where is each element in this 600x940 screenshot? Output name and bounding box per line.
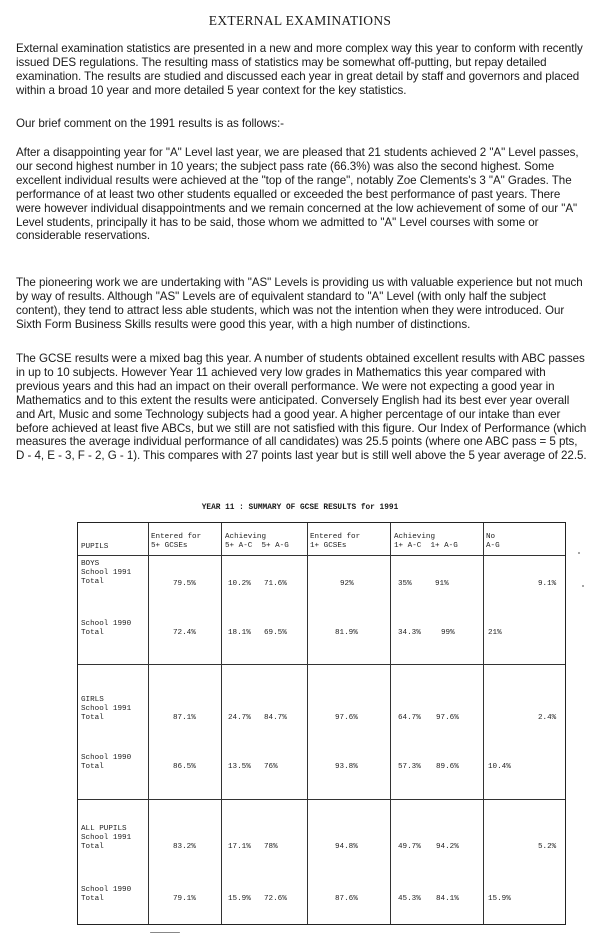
cell-entered1: 93.8% [335,763,358,771]
header-entered1-line2: 1+ GCSEs [310,542,347,550]
cell-entered5: 83.2% [173,843,196,851]
cell-no-ag: 5.2% [538,843,557,851]
column-divider [390,523,391,924]
row-label: School 1991 [81,705,132,713]
cell-ag1: 84.1% [436,895,459,903]
paragraph-intro: External examination statistics are presented in a new and more complex way this year to conform with recently issued DES regulations. The resulting mass of statistics may be somewhat off-putting, but repay detailed examination. The results are studied and discussed each year in great detail by staff and governors and placed within a broad 10 year and more detailed 5 year context for the key statistics. [16,42,583,97]
page-title: EXTERNAL EXAMINATIONS [208,13,392,28]
table-title: YEAR 11 : SUMMARY OF GCSE RESULTS for 1991 [201,504,399,512]
group-divider [78,799,565,800]
cell-no-ag: 9.1% [538,580,557,588]
header-achieving1-line1: Achieving [394,533,436,541]
row-label: School 1990 [81,886,132,894]
row-label: School 1990 [81,620,132,628]
paragraph-as-level: The pioneering work we are undertaking with "AS" Levels is providing us with valuable experience but not much by way of results. Although "AS" Levels are of equivalent standard to "A" Level (with only half the subject content), they tend to attract less able students, which was not the intention when they were introduced. Our Sixth Form Business Skills results were good this year, with a high number of distinctions. [16,276,583,331]
column-divider [148,523,149,924]
paragraph-brief-comment: Our brief comment on the 1991 results is as follows:- [16,117,284,130]
cell-entered5: 72.4% [173,629,196,637]
row-label: School 1991 [81,834,132,842]
header-achieving1-line2: 1+ A-C 1+ A-G [394,542,458,550]
column-divider [483,523,484,924]
row-total-label: Total [81,763,104,771]
cell-ag1: 99% [441,629,455,637]
cell-entered1: 87.6% [335,895,358,903]
row-total-label: Total [81,843,104,851]
cell-ag1: 97.6% [436,714,459,722]
cell-ac1: 57.3% [398,763,421,771]
cell-entered5: 79.1% [173,895,196,903]
cell-entered1: 92% [340,580,354,588]
cell-ac5: 15.9% [228,895,251,903]
column-divider [307,523,308,924]
cell-ac1: 64.7% [398,714,421,722]
header-entered5-line1: Entered for [151,533,202,541]
group-divider [78,664,565,665]
row-label: School 1990 [81,754,132,762]
cell-ag5: 78% [264,843,278,851]
header-achieving5-line2: 5+ A-C 5+ A-G [225,542,289,550]
cell-ag5: 69.5% [264,629,287,637]
group-label-boys: BOYS [81,560,100,568]
cell-entered5: 86.5% [173,763,196,771]
header-entered5-line2: 5+ GCSEs [151,542,188,550]
cell-ag5: 72.6% [264,895,287,903]
cell-no-ag: 10.4% [488,763,511,771]
row-total-label: Total [81,578,104,586]
cell-entered1: 94.8% [335,843,358,851]
cell-ac5: 18.1% [228,629,251,637]
header-pupils: PUPILS [81,543,109,551]
paragraph-a-level: After a disappointing year for "A" Level last year, we are pleased that 21 students achieved 2 "A" Level passes, our second highest number in 10 years; the subject pass rate (66.3%) was also the second highest. Some excellent individual results were achieved at the "top of the range", notably Zoe Clements's 3 "A" Grades. The performance of at least two other students equalled or exceeded the best performance of past years. There were however individual disappointments and we remain concerned at the low achievement of some of our "A" Level students, principally it has to be said, those whom we admitted to "A" Level courses with some or considerable reservations. [16,146,579,243]
cell-entered5: 79.5% [173,580,196,588]
cell-ac5: 10.2% [228,580,251,588]
gcse-summary-table [77,522,566,925]
cell-ac1: 45.3% [398,895,421,903]
header-achieving5-line1: Achieving [225,533,267,541]
row-label: School 1991 [81,569,132,577]
header-no-ag-line2: A-G [486,542,500,550]
cell-ag5: 71.6% [264,580,287,588]
scan-speck [578,552,580,554]
cell-no-ag: 2.4% [538,714,557,722]
column-divider [221,523,222,924]
cell-ag5: 76% [264,763,278,771]
cell-entered1: 81.9% [335,629,358,637]
cell-ag1: 91% [435,580,449,588]
cell-ac1: 34.3% [398,629,421,637]
scan-speck [582,585,584,587]
row-total-label: Total [81,629,104,637]
cell-entered1: 97.6% [335,714,358,722]
cell-ac1: 35% [398,580,412,588]
scan-speck [150,932,180,933]
cell-ac5: 13.5% [228,763,251,771]
header-entered1-line1: Entered for [310,533,361,541]
cell-ag5: 84.7% [264,714,287,722]
paragraph-gcse: The GCSE results were a mixed bag this year. A number of students obtained excellent results with ABC passes in up to 10 subjects. However Year 11 achieved very low grades in Mathematics this year compared with previous years and this had an impact on their overall performance. We were not expecting a good year in Mathematics and to this extent the results were anticipated. Conversely English had its best ever year overall and Art, Music and some Technology subjects had a good year. A higher percentage of our intake than ever before achieved at least five ABCs, but we still are not satisfied with this figure. Our Index of Performance (which measures the average individual performance of all candidates) was 25.5 points (where one ABC pass = 5 pts, D - 4, E - 3, F - 2, G - 1). This compares with 27 points last year but is still well above the 5 year average of 22.5. [16,352,587,463]
cell-ag1: 89.6% [436,763,459,771]
row-total-label: Total [81,714,104,722]
group-label-all-pupils: ALL PUPILS [81,825,127,833]
cell-no-ag: 15.9% [488,895,511,903]
cell-no-ag: 21% [488,629,502,637]
cell-ag1: 94.2% [436,843,459,851]
group-label-girls: GIRLS [81,696,104,704]
header-no-ag-line1: No [486,533,496,541]
cell-ac1: 49.7% [398,843,421,851]
cell-ac5: 17.1% [228,843,251,851]
row-total-label: Total [81,895,104,903]
cell-ac5: 24.7% [228,714,251,722]
cell-entered5: 87.1% [173,714,196,722]
header-divider [78,555,565,556]
